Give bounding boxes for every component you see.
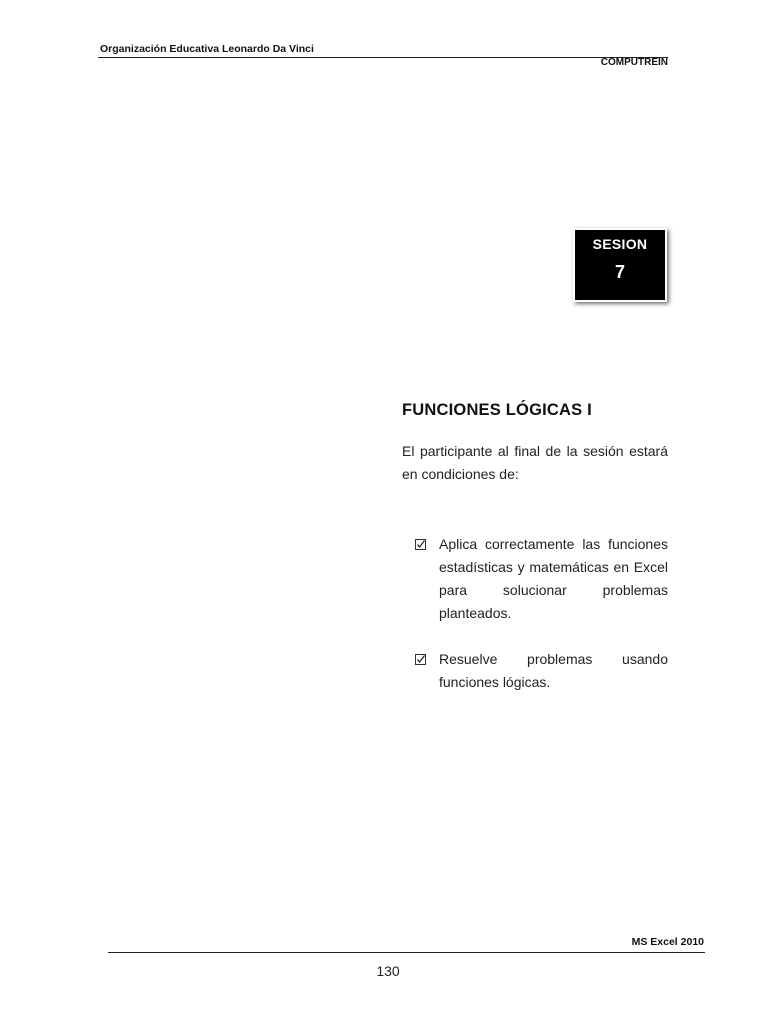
objectives-list — [415, 533, 668, 694]
header-divider — [98, 57, 668, 58]
objective-text: Resuelve problemas usando funciones lógicas. — [439, 651, 668, 690]
session-badge — [573, 228, 667, 302]
objective-item — [415, 648, 668, 694]
header-organization: Organización Educativa Leonardo Da Vinci — [100, 43, 314, 55]
page-number: 130 — [376, 963, 400, 979]
objective-text: Aplica correctamente las funciones estadísticas y matemáticas en Excel para solucionar problemas planteados. — [439, 536, 668, 621]
header-brand: COMPUTREIN — [600, 57, 668, 68]
session-label: SESION — [592, 236, 648, 252]
footer-divider — [108, 952, 705, 953]
footer-edition: MS Excel 2010 — [631, 936, 704, 948]
session-number: 7 — [614, 262, 625, 282]
intro-paragraph: El participante al final de la sesión estará en condiciones de: — [402, 443, 668, 482]
checked-box-icon — [415, 539, 426, 550]
checked-box-icon — [415, 654, 426, 665]
chapter-title: FUNCIONES LÓGICAS I — [402, 401, 592, 419]
objective-item — [415, 533, 668, 625]
